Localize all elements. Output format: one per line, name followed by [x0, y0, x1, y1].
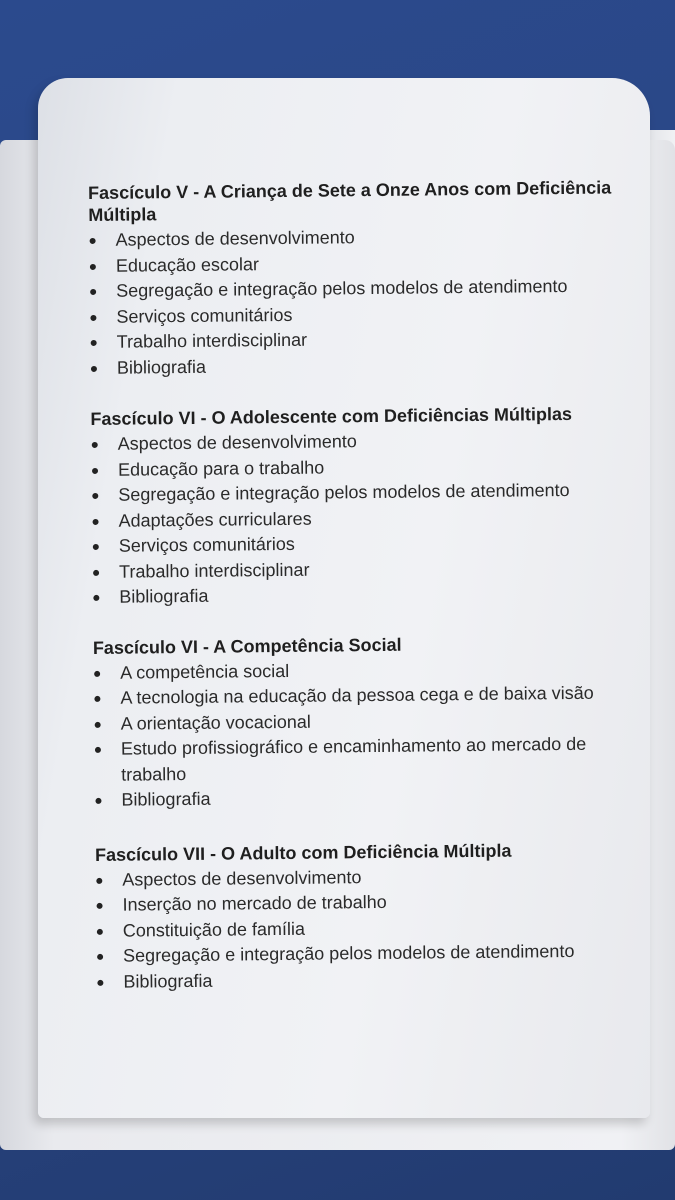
list-item: Inserção no mercado de trabalho — [95, 887, 640, 918]
section-fasciculo-vii — [95, 838, 642, 995]
list-item: A tecnologia na educação da pessoa cega e de baixa visão — [93, 680, 638, 711]
item-list — [95, 862, 641, 995]
bullet-icon — [90, 263, 96, 269]
bullet-icon — [92, 493, 98, 499]
bullet-icon — [97, 979, 103, 985]
section-title: Fascículo V - A Criança de Sete a Onze Anos com Deficiência Múltipla — [88, 177, 612, 225]
bullet-icon — [92, 467, 98, 473]
bullet-icon — [95, 747, 101, 753]
list-item: Segregação e integração pelos modelos de atendimento — [91, 477, 636, 508]
item-list — [91, 426, 638, 610]
list-item: Serviços comunitários — [92, 528, 637, 559]
list-item: Aspectos de desenvolvimento — [91, 426, 636, 457]
list-item: Educação para o trabalho — [91, 452, 636, 483]
list-item: Aspectos de desenvolvimento — [88, 222, 633, 253]
list-item: Bibliografia — [90, 350, 635, 381]
section-title: Fascículo VI - A Competência Social — [92, 634, 402, 658]
list-item: A orientação vocacional — [94, 706, 639, 737]
bullet-icon — [90, 314, 96, 320]
section-fasciculo-vi-competencia — [93, 631, 640, 814]
bullet-icon — [91, 365, 97, 371]
bullet-icon — [94, 670, 100, 676]
section-fasciculo-vi-adolescente — [90, 402, 637, 610]
bullet-icon — [93, 569, 99, 575]
list-item: Trabalho interdisciplinar — [92, 554, 637, 585]
bullet-icon — [90, 238, 96, 244]
table-of-contents — [88, 176, 642, 1017]
bullet-icon — [97, 903, 103, 909]
list-item: Educação escolar — [89, 248, 634, 279]
section-title: Fascículo VII - O Adulto com Deficiência Múltipla — [94, 840, 512, 865]
list-item: A competência social — [93, 655, 638, 686]
bullet-icon — [95, 798, 101, 804]
list-item: Serviços comunitários — [89, 299, 634, 330]
bullet-icon — [91, 340, 97, 346]
bullet-icon — [97, 928, 103, 934]
section-fasciculo-v — [88, 176, 635, 381]
bullet-icon — [90, 289, 96, 295]
bullet-icon — [93, 595, 99, 601]
item-list — [93, 655, 640, 814]
section-title: Fascículo VI - O Adolescente com Deficiências Múltiplas — [90, 403, 573, 429]
list-item: Segregação e integração pelos modelos de atendimento — [89, 273, 634, 304]
list-item: Bibliografia — [94, 782, 639, 813]
bullet-icon — [96, 877, 102, 883]
list-item: Aspectos de desenvolvimento — [95, 862, 640, 893]
list-item: Adaptações curriculares — [91, 503, 636, 534]
bullet-icon — [93, 544, 99, 550]
list-item: Segregação e integração pelos modelos de atendimento — [96, 938, 641, 969]
item-list — [88, 222, 635, 381]
bullet-icon — [95, 721, 101, 727]
bullet-icon — [93, 518, 99, 524]
list-item: Estudo profissiográfico e encaminhamento ao mercado de trabalho — [94, 731, 640, 788]
list-item: Trabalho interdisciplinar — [90, 324, 635, 355]
list-item: Constituição de família — [96, 913, 641, 944]
list-item: Bibliografia — [96, 964, 641, 995]
bullet-icon — [94, 696, 100, 702]
bullet-icon — [92, 442, 98, 448]
bullet-icon — [97, 954, 103, 960]
list-item: Bibliografia — [92, 579, 637, 610]
